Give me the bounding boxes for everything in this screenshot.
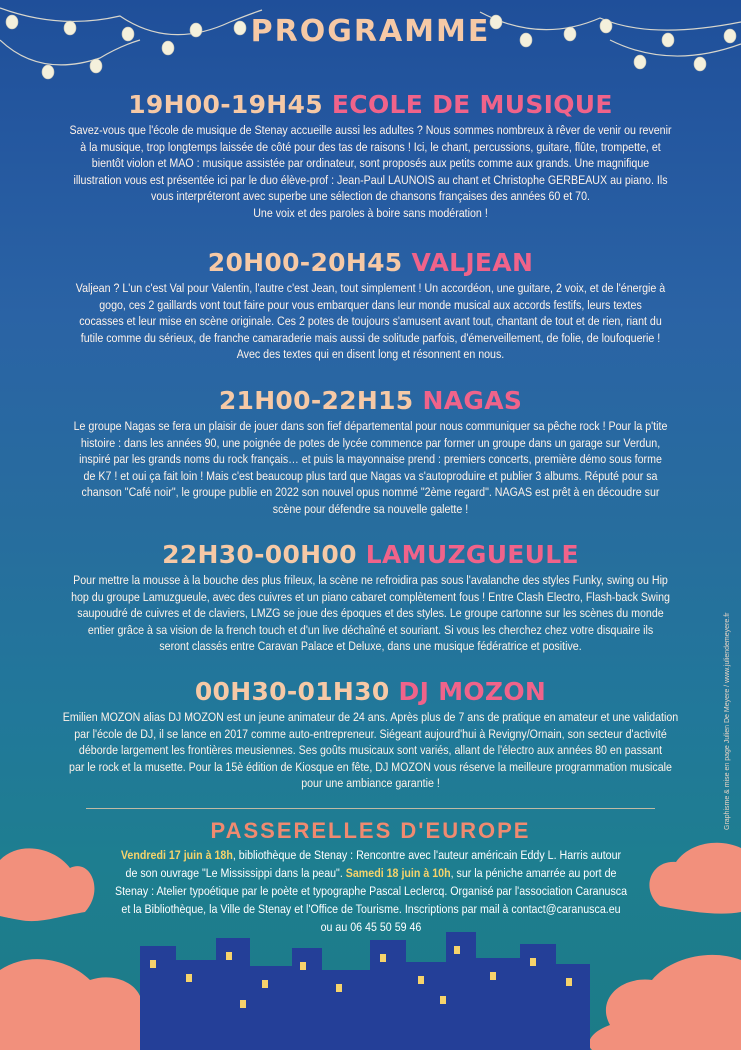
text-line: vous interpréteront avec superbe une sélection de chansons françaises des années 60 et 70. <box>151 189 590 204</box>
text-line: à la musique, trop longtemps laissée de côté pour des tas de raisons ! Ici, le chant, percussions, guitare, flûte, trompette, et <box>80 139 661 154</box>
divider-line <box>86 808 655 809</box>
section-act: VALJEAN <box>411 248 534 277</box>
text-line: futile comme du sérieux, de franche camaraderie mais aussi de solitude parfois, d'émerveillement, de folie, de loufoquerie ! <box>80 330 661 345</box>
text-line: pour une ambiance garantie ! <box>301 776 440 791</box>
text-segment: , bibliothèque de Stenay : Rencontre avec l'auteur américain Eddy L. Harris autour <box>232 848 622 862</box>
section-lamuzgueule <box>14 540 727 655</box>
section-time: 22H30-00H00 <box>162 540 357 569</box>
passerelles-description <box>60 846 681 936</box>
text-line: et la Bibliothèque, la Ville de Stenay et l'Office de Tourisme. Inscriptions par mail à contact@caranusca.eu <box>121 902 621 916</box>
text-line: seront classés entre Caravan Palace et Deluxe, dans une musique fédératrice et positive. <box>159 639 582 654</box>
text-line: par le rock et la musette. Pour la 15è édition de Kiosque en fête, DJ MOZON vous réserve la meilleure programmation musicale <box>69 759 672 774</box>
section-act: ECOLE DE MUSIQUE <box>331 90 613 119</box>
section-heading <box>14 248 727 278</box>
date-highlight: Vendredi 17 juin à 18h <box>120 848 233 862</box>
section-description <box>14 418 727 518</box>
text-line: par l'école de DJ, il se lance en 2017 comme auto-entrepreneur. Siégeant aujourd'hui à Revigny/Ornain, son secteur d'activité <box>74 726 667 741</box>
text-line: hop du groupe Lamuzgueule, avec des cuivres et un piano cabaret complètement fous ! Entre Clash Electro, Flash-back Swing <box>71 589 670 604</box>
text-line: cocasses et leur mise en scène originale. Ces 2 potes de toujours s'amusent avant tout, chantant de tout et de rien, riant du <box>79 314 662 329</box>
section-heading <box>14 386 727 416</box>
date-highlight: Samedi 18 juin à 10h <box>345 866 451 880</box>
text-segment: , sur la péniche amarrée au port de <box>450 866 617 880</box>
text-line: Emilien MOZON alias DJ MOZON est un jeune animateur de 24 ans. Après plus de 7 ans de pratique en amateur et une validation <box>62 710 679 724</box>
text-line: bientôt violon et MAO : musique assistée par ordinateur, sont proposés aux petits comme aux grands. Une magnifique <box>91 156 650 171</box>
section-act: LAMUZGUEULE <box>365 540 579 569</box>
text-line: de K7 ! et oui ça fait loin ! Mais c'est beaucoup plus tard que Nagas va s'autoproduire et publier 3 albums. Réputé pour sa <box>83 468 658 483</box>
section-description <box>14 280 727 363</box>
section-heading <box>14 90 727 120</box>
text-line: Une voix et des paroles à boire sans modération ! <box>253 205 488 220</box>
text-line <box>61 864 680 882</box>
text-line: ou au 06 45 50 59 46 <box>320 920 422 934</box>
passerelles-title: PASSERELLES D'EUROPE <box>210 818 531 843</box>
text-line <box>61 846 680 864</box>
text-line: déborde largement les frontières meusiennes. Ses goûts musicaux sont variés, allant de l'électro aux années 80 en passant <box>78 743 663 758</box>
text-line: inspiré par les grands noms du rock français… et puis la mayonnaise prend : premiers concerts, première démo sous forme <box>79 452 662 467</box>
text-line: Savez-vous que l'école de musique de Stenay accueille aussi les adultes ? Nous sommes nombreux à rêver de venir ou revenir <box>69 123 672 137</box>
section-ecole-de-musique <box>14 90 727 222</box>
text-line: illustration vous est présentée ici par le duo élève-prof : Jean-Paul LAUNOIS au chant et Christophe GERBEAUX au piano. Ils <box>73 172 668 187</box>
section-nagas <box>14 386 727 518</box>
text-line: Valjean ? L'un c'est Val pour Valentin, l'autre c'est Jean, tout simplement ! Un accordéon, une guitare, 2 voix, et de l'énergie à <box>75 281 666 295</box>
text-line: gogo, ces 2 gaillards vont tout faire pour vous embarquer dans leur monde musical aux accords festifs, leurs textes <box>99 297 642 312</box>
text-line: entier grâce à sa vision de la french touch et d'un live déchaîné et souriant. Si vous les cherchez chez votre disquaire ils <box>87 622 654 637</box>
text-segment: de son ouvrage "Le Mississippi dans la peau". <box>125 866 346 880</box>
section-description <box>14 709 727 792</box>
section-heading <box>14 540 727 570</box>
text-line: histoire : dans les années 90, une poignée de potes de lycée commence par former un groupe dans un garage sur Verdun, <box>80 435 661 450</box>
design-credit: Graphisme & mise en page Julien De Meyere / www.juliendemeyere.fr <box>724 612 731 830</box>
section-time: 20H00-20H45 <box>207 248 403 277</box>
section-act: DJ MOZON <box>398 677 547 706</box>
section-dj-mozon <box>14 677 727 792</box>
text-line: Le groupe Nagas se fera un plaisir de jouer dans son fief départemental pour nous communiquer sa pêche rock ! Pour la p'tite <box>73 419 668 433</box>
text-line: scène pour défendre sa nouvelle galette ! <box>272 501 469 516</box>
section-description <box>14 122 727 222</box>
section-heading <box>14 677 727 707</box>
text-line: saupoudré de cuivres et de claviers, LMZG se joue des époques et des styles. Le groupe cartonne sur les scènes du monde <box>77 606 664 621</box>
section-act: NAGAS <box>422 386 523 415</box>
programme-title: PROGRAMME <box>250 14 491 49</box>
section-description <box>14 572 727 655</box>
text-line: Avec des textes qui en disent long et résonnent en nous. <box>236 347 505 362</box>
text-line: chanson "Café noir", le groupe publie en 2022 son nouvel opus nommé "2ème regard". NAGAS est prêt à en découdre sur <box>81 485 660 500</box>
section-valjean <box>14 248 727 363</box>
section-time: 00H30-01H30 <box>194 677 390 706</box>
section-time: 19H00-19H45 <box>128 90 323 119</box>
section-time: 21H00-22H15 <box>218 386 414 415</box>
text-line: Stenay : Atelier typoétique par le poète et typographe Pascal Leclercq. Organisé par l'association Caranusca <box>114 884 628 898</box>
text-line: Pour mettre la mousse à la bouche des plus frileux, la scène ne refroidira pas sous l'avalanche des styles Funky, swing ou Hip <box>73 573 668 587</box>
